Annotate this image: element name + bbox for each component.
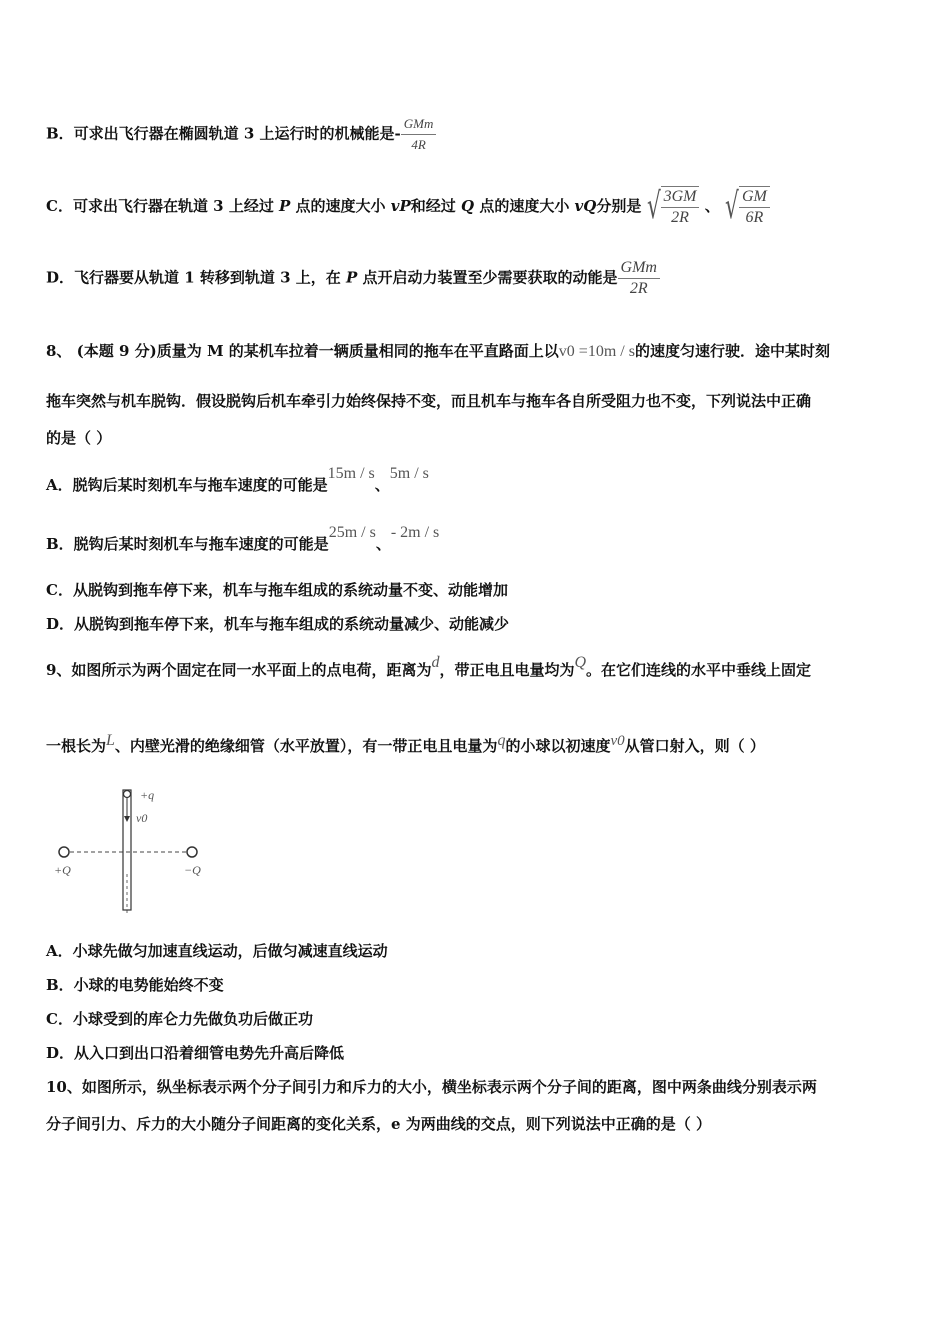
sqrt-3gm-2r: [647, 186, 700, 228]
q7-option-c-text: C．可求出飞行器在轨道 3 上经过: [46, 197, 280, 215]
fraction-numerator: 3GM: [661, 187, 700, 208]
q9-option-b: B．小球的电势能始终不变: [46, 976, 224, 994]
q8-option-b-value-2: - 2m / s: [390, 524, 440, 541]
q8-option-a-value-1: 15m / s: [327, 465, 375, 482]
fraction-denominator: 2R: [671, 209, 689, 226]
charge-q-small: q: [497, 732, 506, 749]
fraction-denominator: 4R: [411, 137, 426, 152]
q7-option-c-text: 点的速度大小: [474, 197, 575, 215]
arrow-head-icon: [124, 816, 130, 822]
q8-option-a-text: A．脱钩后某时刻机车与拖车速度的可能是: [46, 476, 328, 494]
q8-stem-line-2: 拖车突然与机车脱钩．假设脱钩后机车牵引力始终保持不变，而且机车与拖车各自所受阻力也不变，下列说法中正确: [46, 392, 812, 410]
sqrt-gm-6r: [725, 186, 770, 228]
q8-option-b-value-1: 25m / s: [328, 524, 376, 541]
q7-option-c: [46, 186, 770, 228]
q8-initial-velocity: v0 =10m / s: [558, 343, 635, 360]
q8-option-d: D．从脱钩到拖车停下来，机车与拖车组成的系统动量减少、动能减少: [46, 615, 510, 633]
fraction-numerator: GMm: [401, 114, 437, 135]
negative-charge-right: [187, 847, 197, 857]
q7-option-c-text: 点的速度大小: [290, 197, 391, 215]
q7-option-d: [46, 258, 660, 299]
q7-option-c-text: 和经过: [410, 197, 462, 215]
length-l: L: [106, 732, 115, 749]
q8-stem-text: 的速度匀速行驶．途中某时刻: [634, 342, 830, 360]
charge-q-big: Q: [574, 654, 587, 671]
q8-option-a-value-2: 5m / s: [389, 465, 429, 482]
velocity-vp: vP: [390, 197, 411, 215]
q9-stem-text: 、内壁光滑的绝缘细管（水平放置），有一带正电且电量为: [114, 737, 498, 755]
q8-option-b: [46, 524, 440, 555]
separator: 、: [375, 535, 391, 553]
q8-option-a: [46, 465, 429, 496]
label-v0: v0: [136, 811, 148, 825]
point-p: P: [346, 268, 358, 287]
q8-stem-line-1: [46, 341, 830, 362]
small-ball: [124, 791, 131, 798]
q9-stem-text: 。在它们连线的水平中垂线上固定: [586, 661, 812, 679]
q9-stem-text: 的小球以初速度: [505, 737, 611, 755]
q7-option-b: [46, 114, 436, 155]
sqrt-icon: √: [646, 186, 661, 227]
separator: 、: [374, 476, 390, 494]
q7-option-d-text: 点开启动力装置至少需要获取的动能是: [357, 268, 618, 287]
q9-figure: [50, 784, 220, 920]
q7-option-c-text: 分别是: [596, 197, 642, 215]
q9-option-a: A．小球先做匀加速直线运动，后做匀减速直线运动: [46, 942, 388, 960]
fraction-denominator: 6R: [745, 209, 764, 226]
q10-stem-line-1: 10、如图所示，纵坐标表示两个分子间引力和斥力的大小，横坐标表示两个分子间的距离，图中两条曲线分别表示两: [46, 1078, 817, 1096]
q8-option-c: C．从脱钩到拖车停下来，机车与拖车组成的系统动量不变、动能增加: [46, 581, 508, 599]
q7-option-d-fraction: [618, 258, 660, 299]
q9-option-c: C．小球受到的库仑力先做负功后做正功: [46, 1010, 313, 1028]
q7-option-d-text: D．飞行器要从轨道 1 转移到轨道 3 上，在: [46, 268, 346, 287]
label-minus-big-q: −Q: [184, 863, 201, 877]
charge-tube-diagram: [50, 784, 220, 916]
q9-option-d: D．从入口到出口沿着细管电势先升高后降低: [46, 1044, 345, 1062]
velocity-vq: vQ: [574, 197, 597, 215]
q9-stem-line-2: [46, 732, 765, 757]
point-p: P: [279, 197, 291, 215]
q9-stem-line-1: [46, 654, 812, 681]
sqrt-icon: √: [724, 186, 739, 227]
fraction-denominator: 2R: [629, 280, 648, 297]
label-plus-q: +q: [140, 788, 155, 802]
q9-stem-text: 9、如图所示为两个固定在同一水平面上的点电荷，距离为: [46, 661, 432, 679]
q10-stem-line-2: 分子间引力、斥力的大小随分子间距离的变化关系，e 为两曲线的交点，则下列说法中正确的是（ ）: [46, 1115, 711, 1133]
fraction-numerator: GMm: [618, 258, 660, 279]
q8-stem-line-3: 的是（ ）: [46, 429, 112, 447]
q9-stem-text: ，带正电且电量均为: [439, 661, 575, 679]
q8-stem-text: 8、 (本题 9 分)质量为 M 的某机车拉着一辆质量相同的拖车在平直路面上以: [46, 342, 559, 360]
q7-option-b-fraction: [401, 114, 437, 155]
q9-stem-text: 从管口射入，则（ ）: [624, 737, 765, 755]
q8-option-b-text: B．脱钩后某时刻机车与拖车速度的可能是: [46, 535, 329, 553]
separator: 、: [704, 197, 720, 215]
distance-d: d: [431, 654, 440, 671]
positive-charge-left: [59, 847, 69, 857]
q7-option-b-text: B．可求出飞行器在椭圆轨道 3 上运行时的机械能是-: [46, 124, 401, 143]
point-q: Q: [461, 197, 475, 215]
q9-stem-text: 一根长为: [46, 737, 107, 755]
fraction-numerator: GM: [739, 187, 770, 208]
initial-velocity-v0: v0: [610, 733, 625, 749]
label-plus-big-q: +Q: [54, 863, 71, 877]
